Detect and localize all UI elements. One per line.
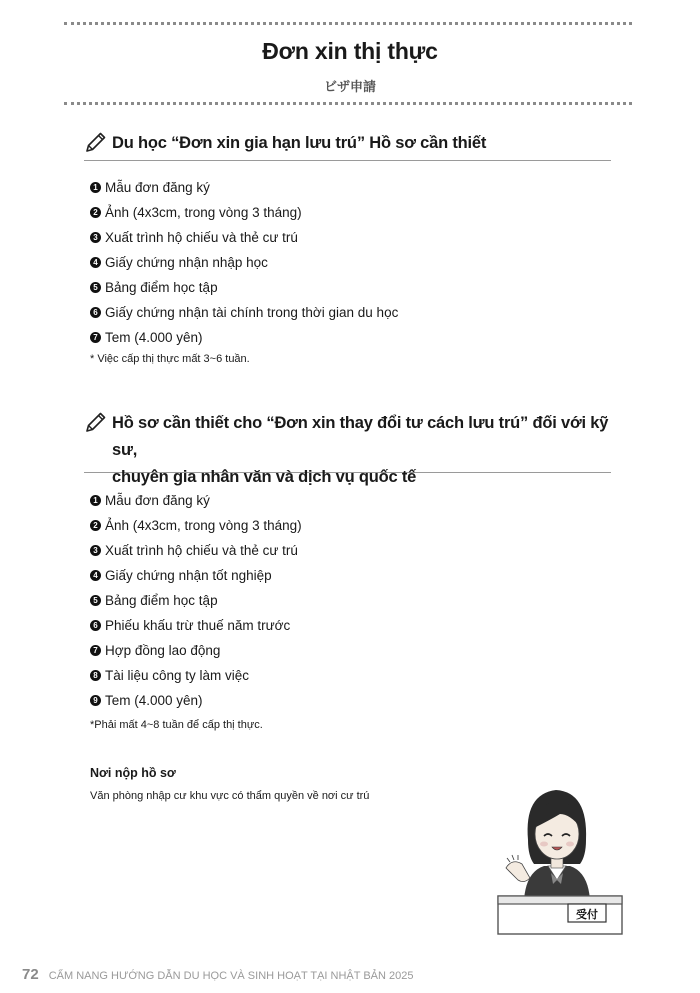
list-item (90, 513, 302, 538)
list-item (90, 588, 302, 613)
list-item (90, 638, 302, 663)
section1-list (90, 175, 398, 350)
bottom-dotted-divider (64, 102, 632, 105)
page-subtitle: ビザ申請 (323, 79, 376, 94)
list-item (90, 488, 302, 513)
item-text: Xuất trình hộ chiếu và thẻ cư trú (105, 543, 298, 558)
section1-note: * Việc cấp thị thực mất 3~6 tuần. (90, 353, 250, 365)
item-number: 2 (90, 520, 101, 531)
item-number: 9 (90, 695, 101, 706)
list-item (90, 538, 302, 563)
pencil-icon (84, 130, 108, 154)
item-number: 8 (90, 670, 101, 681)
item-text: Mẫu đơn đăng ký (105, 180, 210, 195)
item-number: 3 (90, 545, 101, 556)
item-number: 6 (90, 620, 101, 631)
list-item (90, 613, 302, 638)
pencil-icon (84, 410, 108, 434)
section1-heading (84, 130, 611, 161)
section2-heading-line1: Hồ sơ cần thiết cho “Đơn xin thay đổi tư cách lưu trú” đối với kỹ sư, (112, 414, 609, 459)
item-text: Xuất trình hộ chiếu và thẻ cư trú (105, 230, 298, 245)
item-number: 6 (90, 307, 101, 318)
list-item (90, 663, 302, 688)
list-item (90, 250, 398, 275)
item-number: 5 (90, 282, 101, 293)
page-number: 72 (22, 966, 39, 983)
book-title: CẨM NANG HƯỚNG DẪN DU HỌC VÀ SINH HOẠT TẠI NHẬT BẢN 2025 (48, 970, 414, 982)
item-text: Bảng điểm học tập (105, 593, 218, 608)
item-text: Ảnh (4x3cm, trong vòng 3 tháng) (105, 205, 302, 220)
item-number: 1 (90, 495, 101, 506)
item-number: 4 (90, 570, 101, 581)
top-dotted-divider (64, 22, 632, 25)
section1-heading-text: Du học “Đơn xin gia hạn lưu trú” Hồ sơ cần thiết (112, 134, 487, 152)
item-number: 4 (90, 257, 101, 268)
item-text: Tài liệu công ty làm việc (105, 668, 250, 683)
list-item (90, 300, 398, 325)
item-number: 7 (90, 645, 101, 656)
item-text: Ảnh (4x3cm, trong vòng 3 tháng) (105, 518, 302, 533)
desk-sign-text: 受付 (576, 908, 598, 921)
item-text: Tem (4.000 yên) (105, 693, 203, 708)
section2-heading (84, 410, 611, 486)
section2-heading-line2: chuyên gia nhân văn và dịch vụ quốc tế (112, 468, 417, 486)
item-number: 3 (90, 232, 101, 243)
receptionist-illustration-icon (494, 780, 626, 938)
list-item (90, 563, 302, 588)
list-item (90, 275, 398, 300)
list-item (90, 325, 398, 350)
item-text: Tem (4.000 yên) (105, 330, 203, 345)
submission-title: Nơi nộp hồ sơ (90, 766, 176, 780)
list-item (90, 688, 302, 713)
item-text: Giấy chứng nhận tốt nghiệp (105, 568, 272, 583)
item-text: Hợp đồng lao động (105, 643, 221, 658)
submission-text: Văn phòng nhập cư khu vực có thẩm quyền về nơi cư trú (90, 790, 370, 802)
page-footer (22, 966, 413, 983)
section2-list (90, 488, 302, 713)
item-text: Giấy chứng nhận nhập học (105, 255, 268, 270)
item-number: 7 (90, 332, 101, 343)
item-text: Bảng điểm học tập (105, 280, 218, 295)
item-number: 1 (90, 182, 101, 193)
item-text: Mẫu đơn đăng ký (105, 493, 210, 508)
item-number: 5 (90, 595, 101, 606)
item-text: Giấy chứng nhận tài chính trong thời gian du học (105, 305, 399, 320)
item-text: Phiếu khấu trừ thuế năm trước (105, 618, 291, 633)
item-number: 2 (90, 207, 101, 218)
list-item (90, 200, 398, 225)
page-title: Đơn xin thị thực (262, 38, 438, 64)
list-item (90, 175, 398, 200)
section2-note: *Phải mất 4~8 tuần để cấp thị thực. (90, 719, 263, 731)
list-item (90, 225, 398, 250)
